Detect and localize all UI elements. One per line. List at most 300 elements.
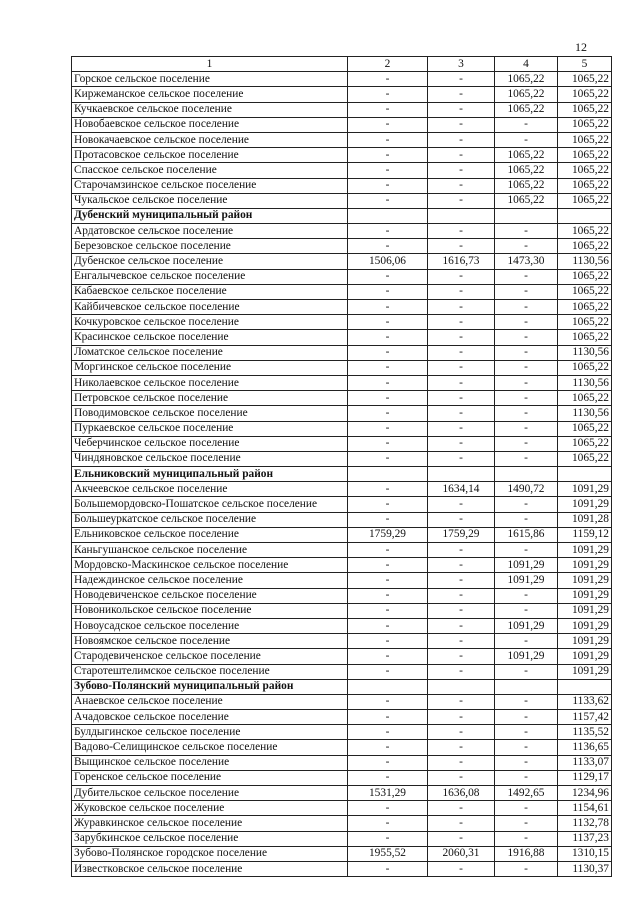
table-row [72, 375, 612, 390]
col-2-cell: - [348, 497, 428, 512]
col-5-cell: 1091,29 [558, 634, 612, 649]
col-3-cell: - [428, 543, 495, 558]
col-2-cell: - [348, 816, 428, 831]
col-4-cell: - [495, 330, 558, 345]
col-4-cell: - [495, 239, 558, 254]
table-row [72, 694, 612, 709]
col-2-cell: - [348, 725, 428, 740]
col-5-cell: 1310,15 [558, 846, 612, 861]
col-4-cell: - [495, 725, 558, 740]
col-5-cell [558, 679, 612, 694]
col-3-cell: - [428, 603, 495, 618]
col-5-cell: 1091,29 [558, 497, 612, 512]
col-5-cell: 1065,22 [558, 117, 612, 132]
col-5-cell: 1065,22 [558, 284, 612, 299]
col-4-cell: - [495, 694, 558, 709]
col-5-cell: 1157,42 [558, 710, 612, 725]
col-2-cell: - [348, 649, 428, 664]
settlement-name-cell: Дубенский муниципальный район [72, 208, 348, 223]
col-3-cell: - [428, 588, 495, 603]
col-5-cell: 1159,12 [558, 527, 612, 542]
table-row [72, 618, 612, 633]
col-4-cell: - [495, 512, 558, 527]
col-5-cell: 1130,56 [558, 345, 612, 360]
settlement-name-cell: Вадово-Селищинское сельское поселение [72, 740, 348, 755]
col-2-cell: 1506,06 [348, 254, 428, 269]
settlement-name-cell: Журавкинское сельское поселение [72, 816, 348, 831]
table-row [72, 649, 612, 664]
col-2-cell: - [348, 436, 428, 451]
settlement-name-cell: Киржеманское сельское поселение [72, 87, 348, 102]
col-3-cell: - [428, 375, 495, 390]
header-col-1: 1 [72, 57, 348, 72]
col-4-cell: - [495, 224, 558, 239]
col-3-cell: - [428, 315, 495, 330]
col-4-cell: 1091,29 [495, 618, 558, 633]
col-3-cell: - [428, 421, 495, 436]
col-3-cell: - [428, 816, 495, 831]
col-5-cell: 1065,22 [558, 300, 612, 315]
col-4-cell: 1065,22 [495, 148, 558, 163]
table-row [72, 786, 612, 801]
col-4-cell: - [495, 664, 558, 679]
col-4-cell: - [495, 284, 558, 299]
col-3-cell: - [428, 406, 495, 421]
settlement-name-cell: Жуковское сельское поселение [72, 801, 348, 816]
table-row [72, 482, 612, 497]
col-5-cell: 1065,22 [558, 421, 612, 436]
col-2-cell: - [348, 558, 428, 573]
table-header-row [72, 57, 612, 72]
col-2-cell: - [348, 300, 428, 315]
settlement-name-cell: Новобаевское сельское поселение [72, 117, 348, 132]
col-5-cell: 1136,65 [558, 740, 612, 755]
col-4-cell [495, 208, 558, 223]
col-4-cell: 1091,29 [495, 649, 558, 664]
settlement-name-cell: Новоямское сельское поселение [72, 634, 348, 649]
col-3-cell: - [428, 87, 495, 102]
col-4-cell: - [495, 588, 558, 603]
col-3-cell: - [428, 725, 495, 740]
settlement-name-cell: Новоусадское сельское поселение [72, 618, 348, 633]
col-3-cell: - [428, 801, 495, 816]
table-row [72, 740, 612, 755]
col-3-cell: - [428, 224, 495, 239]
col-3-cell: - [428, 360, 495, 375]
col-4-cell: - [495, 117, 558, 132]
col-2-cell: - [348, 451, 428, 466]
col-3-cell: - [428, 148, 495, 163]
settlement-name-cell: Николаевское сельское поселение [72, 375, 348, 390]
col-5-cell: 1065,22 [558, 451, 612, 466]
table-row [72, 178, 612, 193]
col-2-cell: - [348, 360, 428, 375]
col-3-cell: - [428, 117, 495, 132]
col-5-cell: 1065,22 [558, 102, 612, 117]
col-5-cell: 1132,78 [558, 816, 612, 831]
settlement-name-cell: Анаевское сельское поселение [72, 694, 348, 709]
section-row [72, 208, 612, 223]
col-2-cell: - [348, 740, 428, 755]
col-2-cell: - [348, 831, 428, 846]
table-row [72, 710, 612, 725]
col-3-cell: - [428, 770, 495, 785]
col-4-cell: - [495, 391, 558, 406]
table-row [72, 543, 612, 558]
col-5-cell: 1091,29 [558, 649, 612, 664]
col-2-cell: - [348, 72, 428, 87]
col-3-cell: - [428, 163, 495, 178]
table-row [72, 87, 612, 102]
col-3-cell: - [428, 831, 495, 846]
col-3-cell: - [428, 740, 495, 755]
col-2-cell: - [348, 224, 428, 239]
col-5-cell: 1065,22 [558, 87, 612, 102]
table-row [72, 421, 612, 436]
settlement-name-cell: Ардатовское сельское поселение [72, 224, 348, 239]
settlement-name-cell: Горенское сельское поселение [72, 770, 348, 785]
table-row [72, 512, 612, 527]
col-4-cell: - [495, 755, 558, 770]
col-4-cell: - [495, 269, 558, 284]
col-3-cell: - [428, 300, 495, 315]
col-4-cell: 1065,22 [495, 72, 558, 87]
settlement-name-cell: Зубово-Полянский муниципальный район [72, 679, 348, 694]
table-row [72, 193, 612, 208]
col-4-cell: - [495, 740, 558, 755]
col-3-cell: - [428, 391, 495, 406]
settlement-name-cell: Известковское сельское поселение [72, 861, 348, 876]
settlement-name-cell: Кучкаевское сельское поселение [72, 102, 348, 117]
col-5-cell: 1065,22 [558, 315, 612, 330]
settlement-name-cell: Акчеевское сельское поселение [72, 482, 348, 497]
col-3-cell: - [428, 664, 495, 679]
table-row [72, 588, 612, 603]
col-3-cell: 2060,31 [428, 846, 495, 861]
col-5-cell: 1065,22 [558, 72, 612, 87]
col-4-cell: 1615,86 [495, 527, 558, 542]
col-5-cell: 1133,62 [558, 694, 612, 709]
col-2-cell: - [348, 132, 428, 147]
col-5-cell: 1065,22 [558, 391, 612, 406]
col-2-cell: - [348, 163, 428, 178]
col-3-cell: - [428, 694, 495, 709]
header-col-2: 2 [348, 57, 428, 72]
col-3-cell: - [428, 345, 495, 360]
table-row [72, 330, 612, 345]
col-5-cell: 1091,29 [558, 482, 612, 497]
settlement-name-cell: Старотештелимское сельское поселение [72, 664, 348, 679]
col-3-cell: - [428, 330, 495, 345]
settlement-name-cell: Дубенское сельское поселение [72, 254, 348, 269]
col-5-cell: 1065,22 [558, 436, 612, 451]
col-3-cell: - [428, 178, 495, 193]
col-2-cell: - [348, 315, 428, 330]
col-4-cell: - [495, 801, 558, 816]
col-4-cell: 1065,22 [495, 163, 558, 178]
col-5-cell: 1065,22 [558, 239, 612, 254]
settlement-name-cell: Петровское сельское поселение [72, 391, 348, 406]
col-5-cell: 1091,29 [558, 588, 612, 603]
col-4-cell: 1065,22 [495, 87, 558, 102]
col-3-cell: - [428, 132, 495, 147]
col-4-cell: - [495, 634, 558, 649]
settlement-name-cell: Ломатское сельское поселение [72, 345, 348, 360]
col-4-cell: - [495, 345, 558, 360]
col-4-cell: - [495, 421, 558, 436]
col-3-cell: 1634,14 [428, 482, 495, 497]
col-2-cell: 1531,29 [348, 786, 428, 801]
col-3-cell: - [428, 618, 495, 633]
settlement-name-cell: Мордовско-Маскинское сельское поселение [72, 558, 348, 573]
col-5-cell: 1065,22 [558, 224, 612, 239]
table-row [72, 846, 612, 861]
col-2-cell: 1955,52 [348, 846, 428, 861]
table-row [72, 345, 612, 360]
table-row [72, 72, 612, 87]
col-5-cell: 1130,56 [558, 254, 612, 269]
col-4-cell: 1065,22 [495, 102, 558, 117]
col-5-cell: 1091,29 [558, 618, 612, 633]
settlement-name-cell: Протасовское сельское поселение [72, 148, 348, 163]
table-row [72, 664, 612, 679]
settlement-name-cell: Красинское сельское поселение [72, 330, 348, 345]
col-2-cell: - [348, 710, 428, 725]
settlement-name-cell: Булдыгинское сельское поселение [72, 725, 348, 740]
col-4-cell: - [495, 132, 558, 147]
col-3-cell: - [428, 269, 495, 284]
col-5-cell: 1065,22 [558, 132, 612, 147]
settlement-name-cell: Кайбичевское сельское поселение [72, 300, 348, 315]
header-col-5: 5 [558, 57, 612, 72]
settlement-name-cell: Ельниковский муниципальный район [72, 467, 348, 482]
settlement-name-cell: Надеждинское сельское поселение [72, 573, 348, 588]
table-row [72, 861, 612, 876]
col-4-cell [495, 467, 558, 482]
settlement-name-cell: Кабаевское сельское поселение [72, 284, 348, 299]
col-2-cell: - [348, 102, 428, 117]
settlement-name-cell: Каньгушанское сельское поселение [72, 543, 348, 558]
col-2-cell: 1759,29 [348, 527, 428, 542]
col-5-cell: 1065,22 [558, 193, 612, 208]
col-5-cell: 1065,22 [558, 360, 612, 375]
col-5-cell [558, 208, 612, 223]
col-4-cell: - [495, 300, 558, 315]
col-2-cell: - [348, 406, 428, 421]
settlement-name-cell: Кочкуровское сельское поселение [72, 315, 348, 330]
settlement-name-cell: Поводимовское сельское поселение [72, 406, 348, 421]
section-row [72, 467, 612, 482]
col-5-cell: 1130,56 [558, 375, 612, 390]
col-3-cell: - [428, 512, 495, 527]
settlement-name-cell: Горское сельское поселение [72, 72, 348, 87]
settlement-name-cell: Новодевиченское сельское поселение [72, 588, 348, 603]
col-4-cell: - [495, 543, 558, 558]
table-row [72, 148, 612, 163]
settlement-name-cell: Старочамзинское сельское поселение [72, 178, 348, 193]
col-5-cell: 1130,56 [558, 406, 612, 421]
col-5-cell: 1065,22 [558, 178, 612, 193]
table-row [72, 224, 612, 239]
col-2-cell: - [348, 87, 428, 102]
col-2-cell: - [348, 603, 428, 618]
col-4-cell: - [495, 831, 558, 846]
settlement-name-cell: Новоникольское сельское поселение [72, 603, 348, 618]
table-row [72, 254, 612, 269]
col-5-cell: 1091,29 [558, 603, 612, 618]
section-row [72, 679, 612, 694]
col-2-cell: - [348, 664, 428, 679]
col-2-cell: - [348, 588, 428, 603]
col-4-cell: - [495, 770, 558, 785]
col-5-cell: 1091,29 [558, 558, 612, 573]
settlement-name-cell: Енгалычевское сельское поселение [72, 269, 348, 284]
col-4-cell: 1490,72 [495, 482, 558, 497]
col-5-cell: 1091,29 [558, 664, 612, 679]
col-2-cell: - [348, 375, 428, 390]
table-row [72, 117, 612, 132]
col-2-cell [348, 208, 428, 223]
col-4-cell: - [495, 436, 558, 451]
table-row [72, 816, 612, 831]
settlement-name-cell: Зубово-Полянское городское поселение [72, 846, 348, 861]
col-5-cell: 1065,22 [558, 163, 612, 178]
col-4-cell: - [495, 315, 558, 330]
col-2-cell: - [348, 618, 428, 633]
table-row [72, 558, 612, 573]
settlement-name-cell: Спасское сельское поселение [72, 163, 348, 178]
col-3-cell: 1759,29 [428, 527, 495, 542]
header-col-3: 3 [428, 57, 495, 72]
settlement-name-cell: Новокачаевское сельское поселение [72, 132, 348, 147]
table-row [72, 634, 612, 649]
col-3-cell: 1636,08 [428, 786, 495, 801]
table-row [72, 360, 612, 375]
col-4-cell: - [495, 360, 558, 375]
data-table [71, 56, 612, 877]
table-row [72, 603, 612, 618]
settlement-name-cell: Березовское сельское поселение [72, 239, 348, 254]
col-3-cell: - [428, 573, 495, 588]
col-3-cell: - [428, 497, 495, 512]
col-4-cell: - [495, 816, 558, 831]
col-5-cell: 1065,22 [558, 330, 612, 345]
col-2-cell: - [348, 421, 428, 436]
col-4-cell [495, 679, 558, 694]
col-2-cell: - [348, 269, 428, 284]
table-row [72, 725, 612, 740]
col-2-cell: - [348, 148, 428, 163]
col-4-cell: 1916,88 [495, 846, 558, 861]
col-4-cell: 1473,30 [495, 254, 558, 269]
table-row [72, 755, 612, 770]
col-2-cell: - [348, 239, 428, 254]
settlement-name-cell: Зарубкинское сельское поселение [72, 831, 348, 846]
col-5-cell: 1091,29 [558, 543, 612, 558]
col-5-cell: 1135,52 [558, 725, 612, 740]
table-row [72, 573, 612, 588]
table-row [72, 527, 612, 542]
settlement-name-cell: Ельниковское сельское поселение [72, 527, 348, 542]
col-5-cell: 1234,96 [558, 786, 612, 801]
settlement-name-cell: Большеуркатское сельское поселение [72, 512, 348, 527]
col-3-cell: - [428, 436, 495, 451]
col-4-cell: - [495, 497, 558, 512]
settlement-name-cell: Моргинское сельское поселение [72, 360, 348, 375]
col-5-cell: 1065,22 [558, 269, 612, 284]
col-2-cell: - [348, 482, 428, 497]
header-col-4: 4 [495, 57, 558, 72]
col-2-cell: - [348, 694, 428, 709]
col-2-cell: - [348, 345, 428, 360]
col-5-cell: 1130,37 [558, 861, 612, 876]
settlement-name-cell: Стародевиченское сельское поселение [72, 649, 348, 664]
table-row [72, 284, 612, 299]
settlement-name-cell: Чеберчинское сельское поселение [72, 436, 348, 451]
settlement-name-cell: Чукальское сельское поселение [72, 193, 348, 208]
table-row [72, 497, 612, 512]
table-row [72, 451, 612, 466]
col-2-cell: - [348, 543, 428, 558]
col-4-cell: - [495, 861, 558, 876]
col-2-cell: - [348, 512, 428, 527]
col-3-cell: - [428, 634, 495, 649]
table-row [72, 831, 612, 846]
settlement-name-cell: Выщинское сельское поселение [72, 755, 348, 770]
col-4-cell: 1065,22 [495, 178, 558, 193]
col-2-cell: - [348, 193, 428, 208]
settlement-name-cell: Дубительское сельское поселение [72, 786, 348, 801]
col-2-cell: - [348, 801, 428, 816]
col-3-cell [428, 679, 495, 694]
col-2-cell: - [348, 861, 428, 876]
col-2-cell: - [348, 284, 428, 299]
table-row [72, 801, 612, 816]
col-3-cell: - [428, 451, 495, 466]
table-row [72, 300, 612, 315]
col-3-cell: - [428, 72, 495, 87]
col-2-cell: - [348, 770, 428, 785]
table-row [72, 163, 612, 178]
col-3-cell: - [428, 710, 495, 725]
col-2-cell: - [348, 755, 428, 770]
table-row [72, 406, 612, 421]
col-5-cell: 1065,22 [558, 148, 612, 163]
col-4-cell: - [495, 406, 558, 421]
col-5-cell: 1091,29 [558, 573, 612, 588]
table-row [72, 770, 612, 785]
col-2-cell: - [348, 634, 428, 649]
col-2-cell: - [348, 330, 428, 345]
col-2-cell [348, 467, 428, 482]
settlement-name-cell: Ачадовское сельское поселение [72, 710, 348, 725]
table-row [72, 269, 612, 284]
col-3-cell: - [428, 558, 495, 573]
table-row [72, 239, 612, 254]
col-3-cell: - [428, 239, 495, 254]
col-3-cell: - [428, 755, 495, 770]
col-3-cell: 1616,73 [428, 254, 495, 269]
col-3-cell: - [428, 102, 495, 117]
col-2-cell: - [348, 573, 428, 588]
col-5-cell: 1091,28 [558, 512, 612, 527]
col-4-cell: - [495, 375, 558, 390]
col-4-cell: - [495, 710, 558, 725]
table-row [72, 102, 612, 117]
table-row [72, 315, 612, 330]
col-4-cell: - [495, 451, 558, 466]
col-2-cell: - [348, 117, 428, 132]
